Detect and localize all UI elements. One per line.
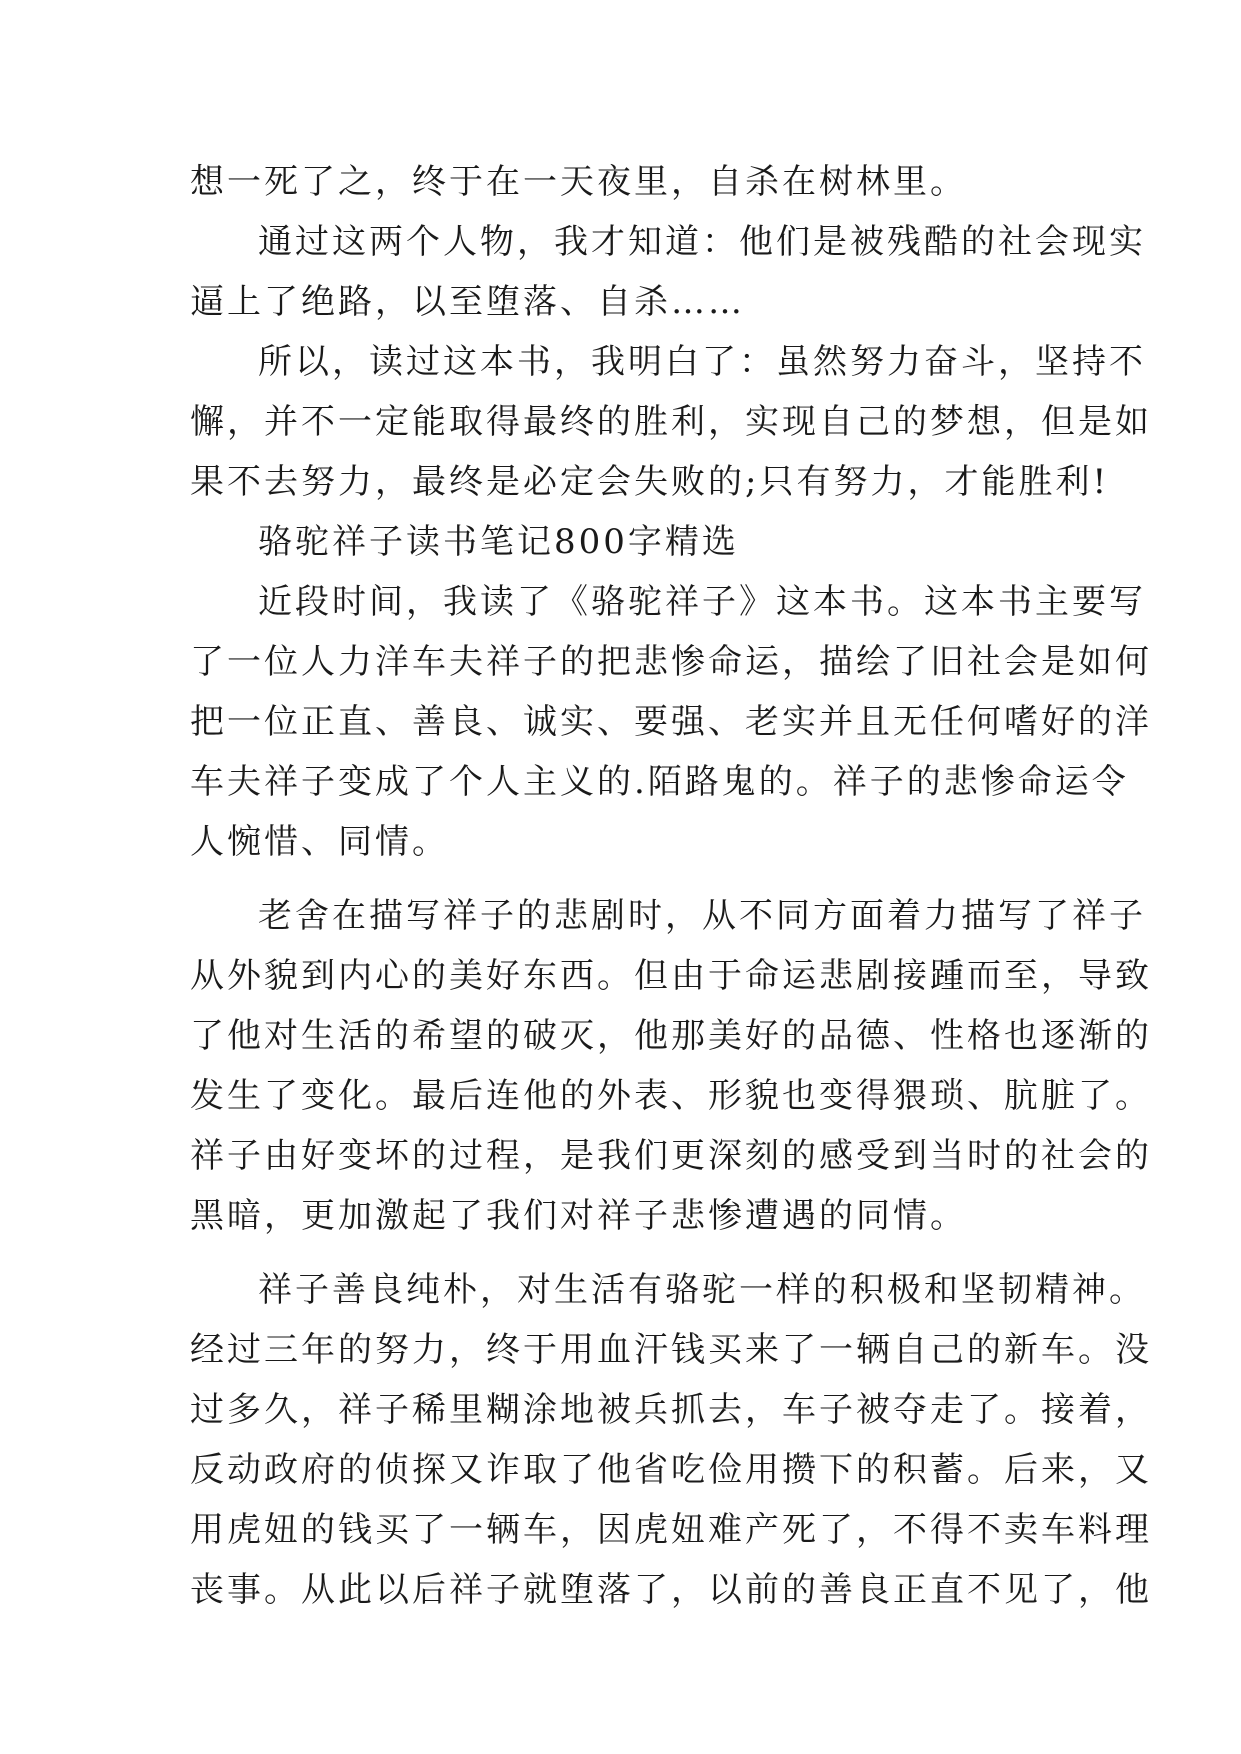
text-line: 过多久，祥子稀里糊涂地被兵抓去，车子被夺走了。接着， — [190, 1390, 1152, 1430]
text-line: 人惋惜、同情。 — [190, 822, 449, 862]
text-line: 丧事。从此以后祥子就堕落了，以前的善良正直不见了，他 — [190, 1570, 1152, 1610]
text-line: 反动政府的侦探又诈取了他省吃俭用攒下的积蓄。后来，又 — [190, 1450, 1152, 1490]
text-line: 黑暗，更加激起了我们对祥子悲惨遭遇的同情。 — [190, 1196, 967, 1236]
text-line: 祥子善良纯朴，对生活有骆驼一样的积极和坚韧精神。 — [258, 1270, 1146, 1310]
text-line: 老舍在描写祥子的悲剧时，从不同方面着力描写了祥子 — [258, 896, 1146, 936]
text-line: 通过这两个人物，我才知道：他们是被残酷的社会现实 — [258, 222, 1146, 262]
text-line: 了一位人力洋车夫祥子的把悲惨命运，描绘了旧社会是如何 — [190, 642, 1152, 682]
text-line: 发生了变化。最后连他的外表、形貌也变得猥琐、肮脏了。 — [190, 1076, 1152, 1116]
text-line: 想一死了之，终于在一天夜里，自杀在树林里。 — [190, 162, 967, 202]
text-line: 逼上了绝路，以至堕落、自杀…… — [190, 282, 745, 322]
document-body — [190, 152, 1152, 1620]
text-line: 祥子由好变坏的过程，是我们更深刻的感受到当时的社会的 — [190, 1136, 1152, 1176]
text-line: 用虎妞的钱买了一辆车，因虎妞难产死了，不得不卖车料理 — [190, 1510, 1152, 1550]
text-line: 懈，并不一定能取得最终的胜利，实现自己的梦想，但是如 — [190, 402, 1152, 442]
text-line: 从外貌到内心的美好东西。但由于命运悲剧接踵而至，导致 — [190, 956, 1152, 996]
text-line: 果不去努力，最终是必定会失败的;只有努力，才能胜利! — [190, 462, 1110, 502]
text-line: 把一位正直、善良、诚实、要强、老实并且无任何嗜好的洋 — [190, 702, 1152, 742]
text-line: 车夫祥子变成了个人主义的.陌路鬼的。祥子的悲惨命运令 — [190, 762, 1129, 802]
section-heading: 骆驼祥子读书笔记800字精选 — [258, 522, 739, 562]
text-line: 所以，读过这本书，我明白了：虽然努力奋斗，坚持不 — [258, 342, 1146, 382]
text-line: 近段时间，我读了《骆驼祥子》这本书。这本书主要写 — [258, 582, 1146, 622]
text-line: 了他对生活的希望的破灭，他那美好的品德、性格也逐渐的 — [190, 1016, 1152, 1056]
text-line: 经过三年的努力，终于用血汗钱买来了一辆自己的新车。没 — [190, 1330, 1152, 1370]
